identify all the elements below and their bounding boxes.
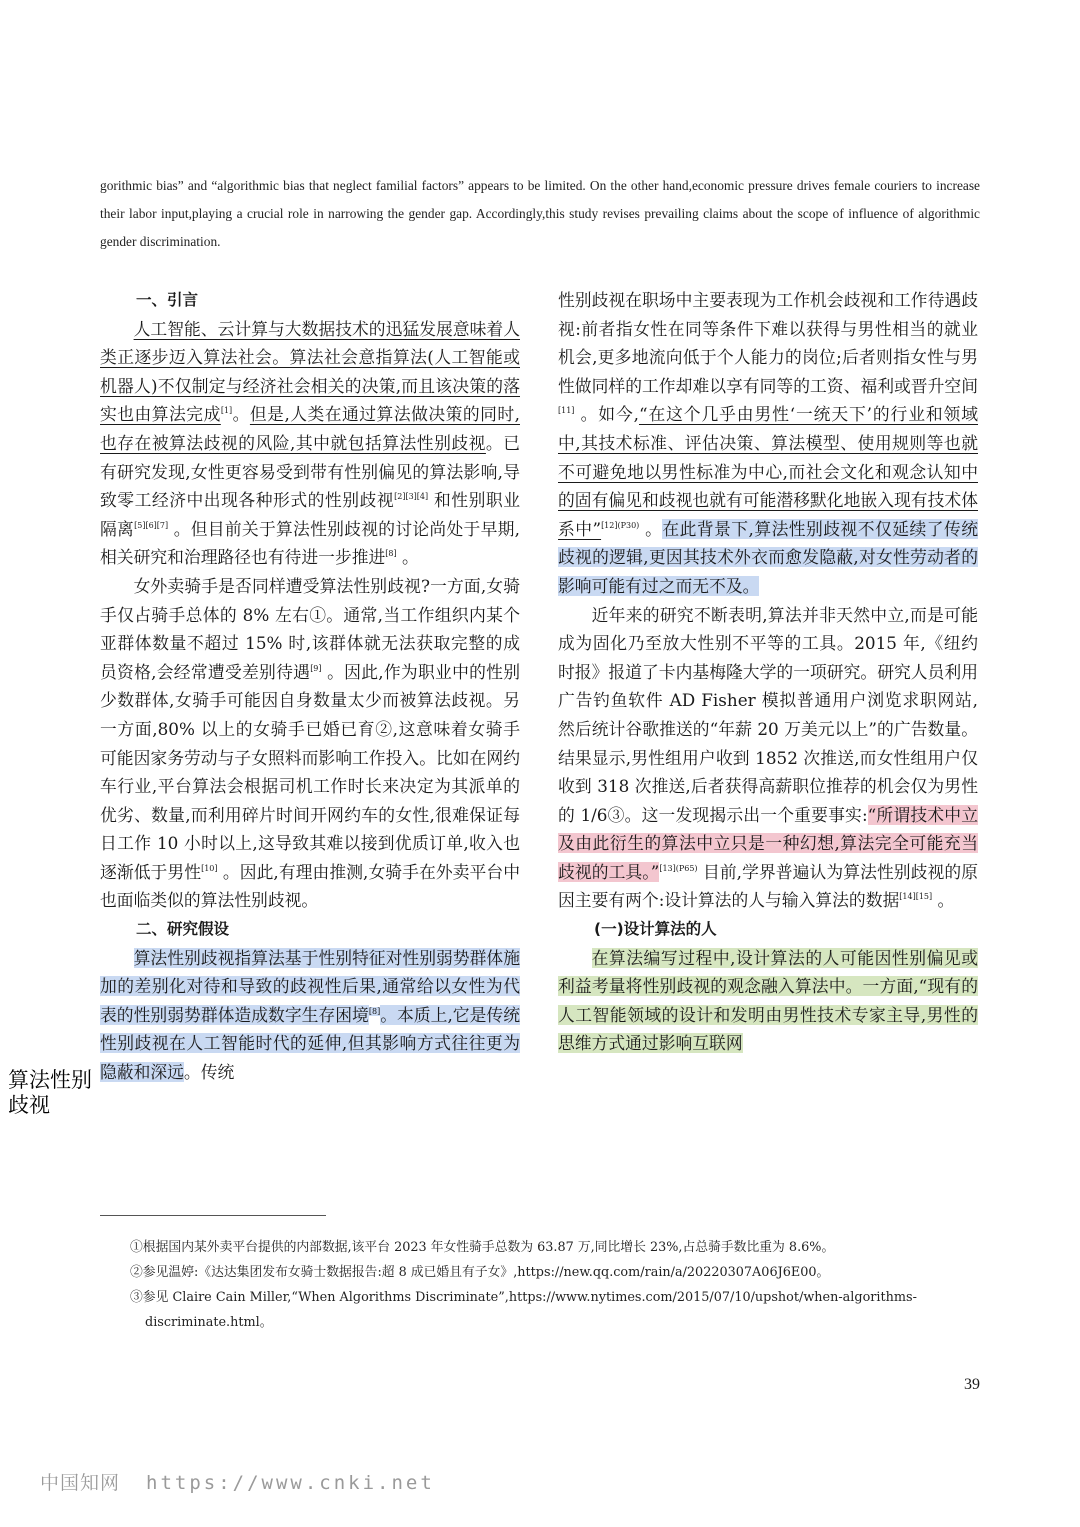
highlighted-quote: “所谓技术中立及由此衍生的算法中立只是一种幻想,算法完全可能充当歧视的工具。” (558, 804, 978, 882)
highlighted-passage: 算法性别歧视指算法基于性别特征对性别弱势群体施加的差别化对待和导致的歧视性后果,通常给以女性为代表的性别弱势群体造成数字生存困境 (100, 947, 520, 1025)
highlighted-passage: 在此背景下,算法性别歧视不仅延续了传统歧视的逻辑,更因其技术外衣而愈发隐蔽,对女性劳动者的影响可能有过之而无不及。 (558, 518, 978, 596)
text-run: 。如今, (574, 404, 639, 425)
citation-ref[interactable]: [11] (558, 406, 575, 416)
text-run: 。 (639, 518, 663, 539)
footnote-2: ②参见温婷:《达达集团发布女骑士数据报告:超 8 成已婚且有子女》,https://new.qq.com/rain/a/20220307A06J6E00。 (130, 1265, 830, 1280)
citation-ref[interactable]: [1] (220, 406, 233, 416)
text-run: 。传统 (183, 1062, 235, 1083)
cnki-watermark (40, 1468, 435, 1495)
right-paragraph-designers (558, 944, 978, 1058)
citation-ref[interactable]: [8] (368, 1006, 381, 1016)
text-run: 。但目前关于算法性别歧视的讨论尚处于早期,相关研究和治理路径也有待进一步推进 (100, 518, 520, 568)
watermark-url: https://www.cnki.net (146, 1472, 435, 1494)
text-run: 。 (232, 404, 250, 425)
citation-ref[interactable]: [14][15] (899, 892, 933, 902)
section-heading-introduction: 一、引言 (136, 291, 199, 309)
citation-ref[interactable]: [13](P65) (659, 863, 698, 873)
footnote-1: ①根据国内某外卖平台提供的内部数据,该平台 2023 年女性骑手总数为 63.87 万,同比增长 23%,占总骑手数比重为 8.6%。 (130, 1240, 835, 1255)
highlighted-passage: 。本质上,它是传统性别歧视在人工智能时代的延伸,但其影响方式往往更为隐蔽和深远 (100, 1004, 520, 1083)
text-run: 。因此,有理由推测,女骑手在外卖平台中也面临类似的算法性别歧视。 (100, 861, 520, 911)
citation-ref[interactable]: [2][3][4] (394, 492, 429, 502)
page-number: 39 (964, 1376, 980, 1393)
watermark-site-name: 中国知网 (40, 1472, 121, 1494)
underlined-quote: “在这个几乎由男性‘一统天下’的行业和领域中,其技术标准、评估决策、算法模型、使用规则等也就不可避免地以男性标准为中心,而社会文化和观念认知中的固有偏见和歧视也就有可能潜移默化地嵌入现有技术体系中” (558, 404, 979, 539)
left-column (100, 286, 520, 1087)
footnote-divider (100, 1215, 326, 1216)
right-paragraph-continued (558, 286, 978, 601)
highlighted-passage: 在算法编写过程中,设计算法的人可能因性别偏见或利益考量将性别歧视的观念融入算法中。一方面,“现有的人工智能领域的设计和发明由男性技术专家主导,男性的思维方式通过影响互联网 (558, 947, 978, 1054)
citation-ref[interactable]: [8] (385, 549, 397, 559)
right-paragraph-research (558, 601, 978, 916)
intro-paragraph-2 (100, 572, 520, 915)
footnote-3: ③参见 Claire Cain Miller,“When Algorithms Discriminate”,https://www.nytimes.com/2015/07/10/upshot/when-algorithms-discriminate.html。 (130, 1290, 917, 1330)
subsection-heading-algorithm-designers: (一)设计算法的人 (594, 920, 717, 939)
text-run: 女外卖骑手是否同样遭受算法性别歧视?一方面,女骑手仅占骑手总体的 8% 左右①。通常,当工作组织内某个亚群体数量不超过 15% 时,该群体就无法获取完整的成员资格,会经常遭受差别待遇 (100, 575, 520, 682)
text-run: 。已有研究发现,女性更容易受到带有性别偏见的算法影响,导致零工经济中出现各种形式的性别歧视 (100, 432, 520, 511)
citation-ref[interactable]: [10] (201, 863, 218, 873)
intro-paragraph-1 (100, 315, 520, 572)
text-run: 目前,学界普遍认为算法性别歧视的原因主要有两个:设计算法的人与输入算法的数据 (558, 861, 979, 911)
text-run: 。 (932, 890, 955, 911)
underlined-passage: 人工智能、云计算与大数据技术的迅猛发展意味着人类正逐步迈入算法社会。算法社会意指算法(人工智能或机器人)不仅制定与经济社会相关的决策,而且该决策的落实也由算法完成 (100, 318, 520, 425)
hypothesis-paragraph-1 (100, 944, 520, 1087)
citation-ref[interactable]: [12](P30) (601, 520, 640, 530)
text-run: 性别歧视在职场中主要表现为工作机会歧视和工作待遇歧视:前者指女性在同等条件下难以获得与男性相当的就业机会,更多地流向低于个人能力的岗位;后者则指女性与男性做同样的工作却难以享有同等的工资、福利或晋升空间 (558, 290, 978, 396)
text-run: 近年来的研究不断表明,算法并非天然中立,而是可能成为固化乃至放大性别不平等的工具。2015 年,《纽约时报》报道了卡内基梅隆大学的一项研究。研究人员利用广告钓鱼软件 AD Fisher 模拟普通用户浏览求职网站,然后统计谷歌推送的“年薪 20 万美元以上”的广告数量。结果显示,男性组用户收到 1852 次推送,而女性组用户仅收到 318 次推送,后者获得高薪职位推荐的机会仅为男性的 1/6③。这一发现揭示出一个重要事实: (558, 604, 978, 825)
underlined-passage: 但是,人类在通过算法做决策的同时,也存在被算法歧视的风险,其中就包括算法性别歧视 (100, 404, 520, 453)
text-run: 。 (396, 547, 419, 568)
footnotes (130, 1235, 980, 1335)
section-heading-hypothesis: 二、研究假设 (136, 920, 230, 939)
citation-ref[interactable]: [9] (310, 663, 322, 673)
text-run: 。因此,作为职业中的性别少数群体,女骑手可能因自身数量太少而被算法歧视。另一方面,80% 以上的女骑手已婚已育②,这意味着女骑手可能因家务劳动与子女照料而影响工作投入。比如在网约车行业,平台算法会根据司机工作时长来决定为其派单的优劣、数量,而利用碎片时间开网约车的女性,很难保证每日工作 10 小时以上,这导致其难以接到优质订单,收入也逐渐低于男性 (100, 661, 520, 882)
margin-annotation-note: 算法性别歧视 (8, 1068, 92, 1117)
citation-ref[interactable]: [5][6][7] (134, 520, 169, 530)
right-column (558, 286, 978, 1058)
abstract-english-text: gorithmic bias” and “algorithmic bias that neglect familial factors” appears to be limited. On the other hand,economic pressure drives female couriers to increase their labor input,playing a crucial role in narrowing the gender gap. Accordingly,this study revises prevailing claims about the scope of influence of algorithmic gender discrimination. (100, 178, 980, 249)
text-run: 和性别职业隔离 (100, 490, 520, 539)
